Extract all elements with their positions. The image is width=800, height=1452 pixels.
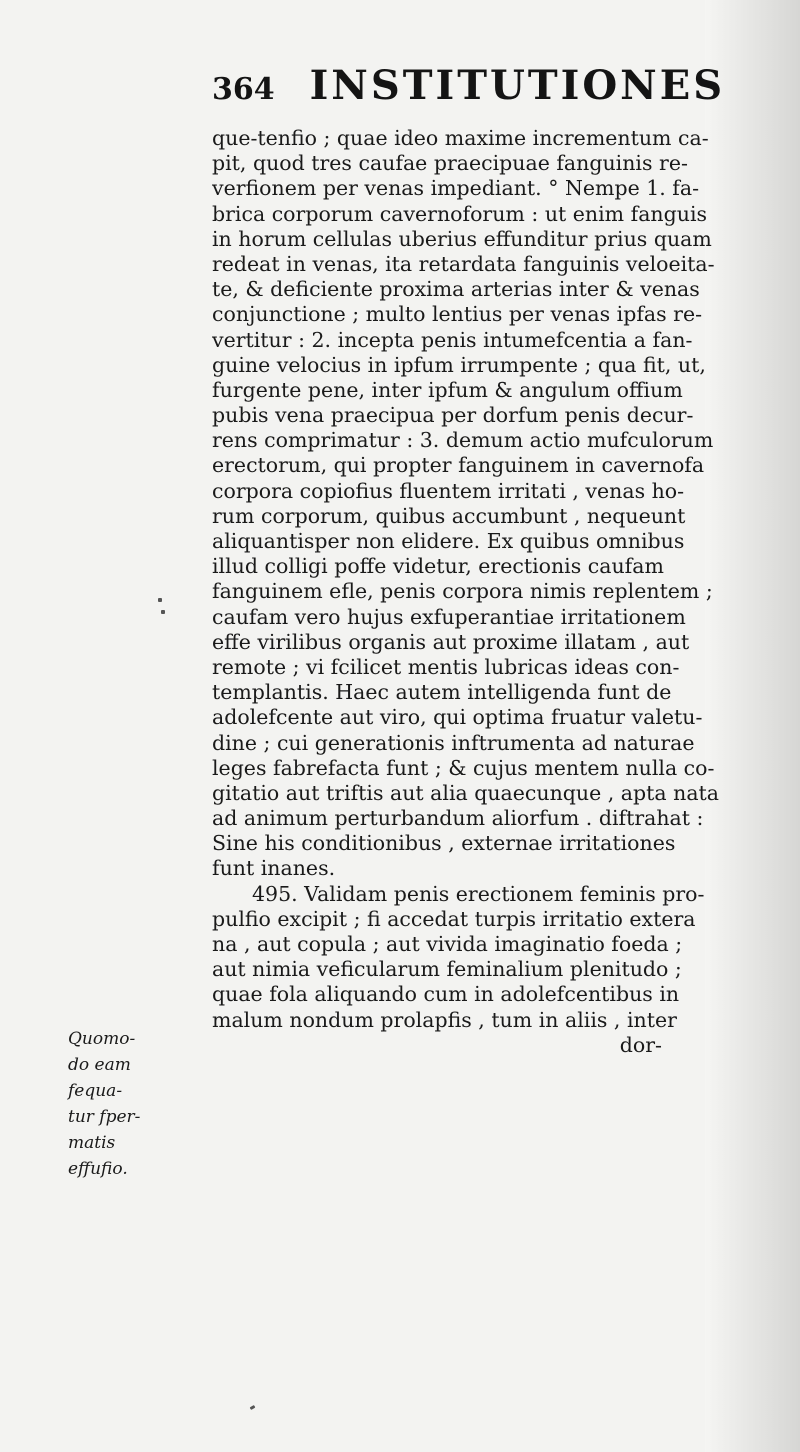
ink-speck — [158, 598, 162, 602]
text-line: quae fola aliquando cum in adolefcentibus in — [212, 982, 680, 1007]
text-line: ad animum perturbandum aliorfum . diftrahat : — [212, 806, 704, 831]
margin-note-line: matis — [68, 1133, 116, 1153]
text-line: rum corporum, quibus accumbunt , nequeunt — [212, 503, 686, 528]
text-line: verfionem per venas impediant. ° Nempe 1. fa- — [212, 176, 700, 201]
text-line: vertitur : 2. incepta penis intumefcentia a fan- — [212, 327, 693, 352]
running-head — [212, 62, 726, 109]
text-line: pit, quod tres caufae praecipuae fanguinis re- — [212, 151, 688, 176]
text-line: pulfio excipit ; fi accedat turpis irritatio extera — [212, 906, 696, 931]
text-line: illud colligi poffe videtur, erectionis caufam — [212, 554, 664, 579]
margin-note — [68, 1026, 208, 1182]
text-line: fanguinem efle, penis corpora nimis replentem ; — [212, 579, 713, 604]
text-line: na , aut copula ; aut vivida imaginatio foeda ; — [212, 932, 683, 956]
margin-note-line: do eam — [68, 1055, 131, 1075]
text-line: dine ; cui generationis inftrumenta ad naturae — [212, 730, 695, 755]
text-line: redeat in venas, ita retardata fanguinis veloeita- — [212, 251, 715, 276]
text-line: in horum cellulas uberius effunditur prius quam — [212, 226, 712, 251]
text-line: aut nimia veficularum feminalium plenitudo ; — [212, 957, 682, 982]
text-line: funt inanes. — [212, 856, 336, 881]
text-line: Sine his conditionibus , externae irritationes — [212, 831, 676, 856]
text-line: adolefcente aut viro, qui optima fruatur valetu- — [212, 705, 703, 730]
text-line: remote ; vi fcilicet mentis lubricas ideas con- — [212, 654, 680, 679]
text-line: aliquantisper non elidere. Ex quibus omnibus — [212, 529, 685, 553]
ink-speck — [250, 1405, 256, 1410]
running-title: INSTITUTIONES — [309, 62, 726, 109]
page-number: 364 — [212, 72, 275, 107]
text-line: caufam vero hujus exfuperantiae irritationem — [212, 604, 686, 629]
text-line: furgente pene, inter ipfum & angulum offium — [212, 377, 683, 402]
text-line: pubis vena praecipua per dorfum penis decur- — [212, 403, 694, 428]
text-line: guine velocius in ipfum irrumpente ; qua fit, ut, — [212, 352, 706, 377]
text-line: corpora copiofius fluentem irritati , venas ho- — [212, 478, 685, 503]
paragraph-start-line: 495. Validam penis erectionem feminis pro- — [252, 881, 705, 906]
text-line: rens comprimatur : 3. demum actio mufculorum — [212, 428, 714, 453]
text-line: que-tenfio ; quae ideo maxime incrementum ca- — [212, 126, 709, 150]
text-line: conjunctione ; multo lentius per venas ipfas re- — [212, 302, 703, 327]
text-line: malum nondum prolapfis , tum in aliis , inter — [212, 1007, 677, 1032]
body-text — [212, 126, 732, 1058]
margin-note-line: effufio. — [68, 1159, 128, 1179]
catchword: dor- — [619, 1032, 662, 1057]
ink-speck — [161, 610, 165, 614]
text-line: brica corporum cavernoforum : ut enim fanguis — [212, 201, 708, 226]
text-line: gitatio aut triftis aut alia quaecunque , apta nata — [212, 780, 720, 805]
text-line: effe virilibus organis aut proxime illatam , aut — [212, 629, 690, 654]
text-line: te, & deficiente proxima arterias inter & venas — [212, 277, 700, 302]
margin-note-line: tur fper- — [68, 1107, 141, 1127]
text-line: templantis. Haec autem intelligenda funt de — [212, 680, 672, 705]
text-line: erectorum, qui propter fanguinem in cavernofa — [212, 453, 705, 478]
margin-note-line: Quomo- — [68, 1029, 136, 1049]
margin-note-line: fequa- — [68, 1081, 123, 1101]
text-line: leges fabrefacta funt ; & cujus mentem nulla co- — [212, 755, 715, 780]
